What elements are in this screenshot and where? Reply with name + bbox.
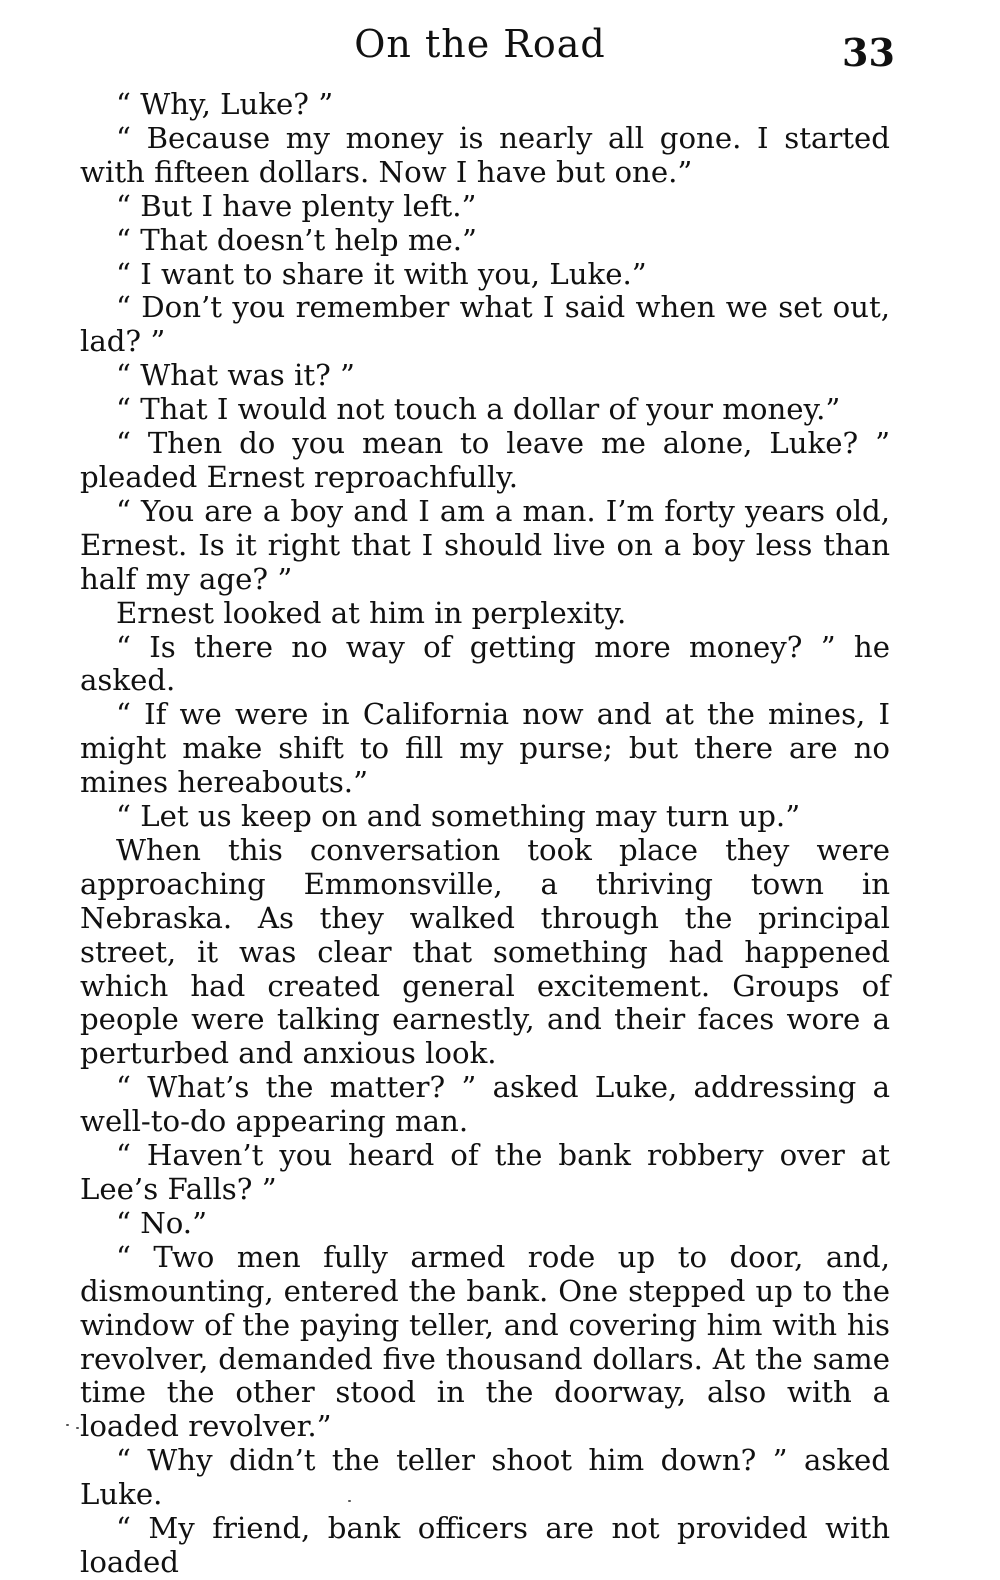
paragraph: “ That doesn’t help me.” [116, 222, 477, 257]
paragraph: “ Then do you mean to leave me alone, Luke? ” pleaded Ernest reproachfully. [80, 426, 890, 494]
paragraph: “ I want to share it with you, Luke.” [116, 256, 647, 291]
paragraph: “ You are a boy and I am a man. I’m forty years old, Ernest. Is it right that I should live on a boy less than half my age? ” [80, 493, 890, 596]
paragraph: “ If we were in California now and at the mines, I might make shift to fill my purse; but there are no mines hereabouts.” [80, 697, 890, 800]
paragraph: “ Don’t you remember what I said when we set out, lad? ” [80, 290, 890, 359]
paragraph: When this conversation took place they were approaching Emmonsville, a thriving town in Nebraska. As they walked through the principal street, it was clear that something had happened which had created general excitement. Groups of people were talking earnestly, and their faces wore a perturbed and anxious look. [80, 832, 890, 1071]
page-number: 33 [842, 30, 895, 75]
paragraph: “ But I have plenty left.” [116, 188, 477, 223]
paragraph: “ Why didn’t the teller shoot him down? ” asked Luke. [80, 1443, 890, 1512]
print-speck [348, 1500, 351, 1502]
running-title: On the Road [354, 22, 606, 66]
paragraph: Ernest looked at him in perplexity. [116, 595, 627, 630]
paragraph: “ Why, Luke? ” [116, 87, 334, 121]
body-text [80, 88, 890, 1580]
paragraph: “ What was it? ” [116, 358, 355, 393]
paragraph: “ No.” [116, 1205, 207, 1240]
paragraph: “ Let us keep on and something may turn up.” [116, 799, 801, 834]
paragraph: “ That I would not touch a dollar of your money.” [116, 392, 841, 427]
paragraph: “ Haven’t you heard of the bank robbery over at Lee’s Falls? ” [80, 1138, 890, 1206]
print-speck [66, 1424, 69, 1426]
paragraph: “ Because my money is nearly all gone. I started with fifteen dollars. Now I have but one.” [80, 120, 890, 189]
paragraph: “ Is there no way of getting more money? ” he asked. [80, 629, 890, 698]
paragraph: “ Two men fully armed rode up to door, and, dismounting, entered the bank. One stepped up to the window of the paying teller, and covering him with his revolver, demanded five thousand dollars. At the same time the other stood in the doorway, also with a loaded revolver.” [80, 1239, 890, 1444]
paragraph: “ My friend, bank officers are not provided with loaded [80, 1511, 890, 1579]
paragraph: “ What’s the matter? ” asked Luke, addressing a well-to-do appearing man. [80, 1070, 890, 1139]
print-speck [76, 1427, 79, 1429]
